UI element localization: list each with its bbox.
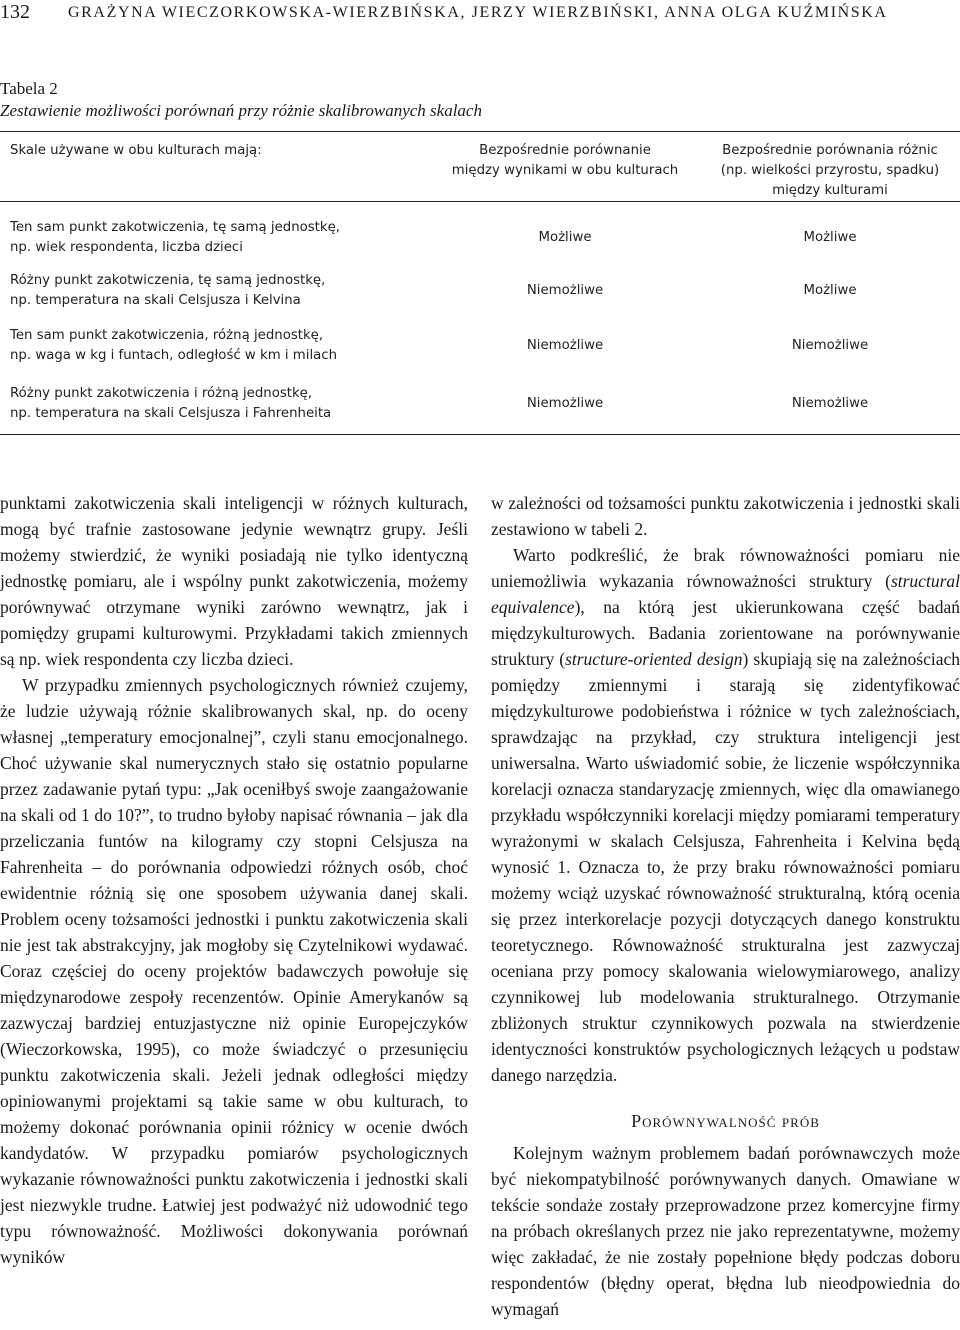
table-row bbox=[0, 202, 960, 264]
table-title: Zestawienie możliwości porównań przy różnie skalibrowanych skalach bbox=[0, 101, 482, 120]
row-diff-value: Możliwe bbox=[803, 229, 857, 245]
paragraph: W przypadku zmiennych psychologicznych również czujemy, że ludzie używają różnie skalibrowanych skal, np. do oceny własnej „temperatury emocjonalnej”, czyli stanu emocjonalnego. Choć używanie skal numerycznych stało się ostatnio popularne przez zadawanie pytań typu: „Jak oceniłbyś swoje zaangażowanie na skali od 1 do 10?”, to trudno byłoby napisać równania – jak dla przeliczania funtów na kilogramy czy stopni Celsjusza na Fahrenheita – do porównania odpowiedzi różnych osób, choć ewidentnie różnią się one sposobem używania danej skali. Problem oceny tożsamości jednostki i punktu zakotwiczenia skali nie jest tak abstrakcyjny, jak mogłoby się Czytelnikowi wydawać. Coraz częściej do oceny projektów badawczych powołuje się międzynarodowe zespoły recenzentów. Opinie Amerykanów są zazwyczaj bardziej entuzjastyczne niż opinie Europejczyków (Wieczorkowska, 1995), co może świadczyć o przesunięciu punktu zakotwiczenia skali. Jeżeli jednak odległości między opiniowanymi projektami są takie same w obu kulturach, to możemy dokonać porównania opinii różnicy w ocenie dwóch kandydatów. W przypadku pomiarów psychologicznych wykazanie równoważności punktu zakotwiczenia i jednostki skali jest niezwykle trudne. Łatwiej jest podważyć niż udowodnić tego typu równoważność. Możliwości dokonywania porównań wyników bbox=[0, 675, 468, 1267]
paragraph: w zależności od tożsamości punktu zakotwiczenia i jednostki skali zestawiono w tabeli 2. bbox=[491, 493, 960, 539]
header-cell-difference: Bezpośrednie porównania różnic (np. wielkości przyrostu, spadku) między kulturami bbox=[720, 143, 940, 198]
row-direct-value: Niemożliwe bbox=[526, 338, 604, 353]
table-caption bbox=[0, 78, 482, 122]
row-description: Ten sam punkt zakotwiczenia, tę samą jednostkę, np. wiek respondenta, liczba dzieci bbox=[10, 219, 341, 255]
running-head-authors: GRAŻYNA WIECZORKOWSKA-WIERZBIŃSKA, JERZY WIERZBIŃSKI, ANNA OLGA KUŹMIŃSKA bbox=[68, 4, 888, 21]
header-cell-direct: Bezpośrednie porównanie między wynikami w obu kulturach bbox=[451, 143, 679, 178]
row-direct-value: Możliwe bbox=[538, 229, 592, 245]
running-header bbox=[0, 0, 960, 28]
left-text-column bbox=[0, 490, 468, 1270]
table-label: Tabela 2 bbox=[0, 79, 58, 98]
row-direct-value: Niemożliwe bbox=[526, 283, 604, 298]
right-text-column bbox=[491, 490, 960, 1322]
section-heading: Porównywalność prób bbox=[631, 1111, 820, 1131]
row-diff-value: Niemożliwe bbox=[791, 338, 869, 353]
term-structure-oriented-design: structure-oriented design bbox=[565, 649, 743, 669]
table-row bbox=[0, 319, 960, 374]
paragraph: Warto podkreślić, że brak równoważności pomiaru nie uniemożliwia wykazania równoważności struktury (structural equivalence), na którą jest ukierunkowana część badań międzykulturowych. Badania zorientowane na porównywanie struktury (structure-oriented design) skupiają się na zależnościach pomiędzy zmiennymi i starają się zidentyfikować międzykulturowe podobieństwa i różnice w tych zależnościach, sprawdzając na przykład, czy struktura inteligencji jest uniwersalna. Warto uświadomić sobie, że liczenie współczynnika korelacji oznacza standaryzację zmiennych, więc dla omawianego przykładu współczynniki korelacji między pomiarami temperatury wyrażonymi w skalach Celsjusza, Fahrenheita i Kelvina będą wynosić 1. Oznacza to, że przy braku równoważności pomiaru możemy wciąż uzyskać równoważność strukturalną, którą ocenia się przez interkorelacje pozycji dotyczących danego konstruktu teoretycznego. Równoważność strukturalna jest zazwyczaj oceniana przy pomocy skalowania wielowymiarowego, analizy czynnikowej lub modelowania strukturalnego. Otrzymanie zbliżonych struktur czynnikowych pozwala na stwierdzenie identyczności konstruktów psychologicznych leżących u podstaw danego narzędzia. bbox=[491, 545, 960, 1085]
paragraph: Kolejnym ważnym problemem badań porównawczych może być niekompatybilność porównywanych danych. Omawiane w tekście sondaże zostały przeprowadzone przez komercyjne firmy na próbach określanych przez nie jako reprezentatywne, możemy więc zakładać, że nie zostały popełnione błędy podczas doboru respondentów (błędny operat, błędna lub nieodpowiednia do wymagań bbox=[491, 1143, 960, 1319]
header-cell-scales: Skale używane w obu kulturach mają: bbox=[10, 143, 262, 158]
row-description: Ten sam punkt zakotwiczenia, różną jednostkę, np. waga w kg i funtach, odległość w km i milach bbox=[10, 328, 338, 363]
table-row bbox=[0, 374, 960, 435]
table-header-row bbox=[0, 132, 960, 202]
comparison-table bbox=[0, 131, 960, 435]
page-number: 132 bbox=[0, 1, 30, 23]
row-diff-value: Możliwe bbox=[803, 283, 857, 298]
table-row bbox=[0, 264, 960, 319]
row-description: Różny punkt zakotwiczenia i różną jednostkę, np. temperatura na skali Celsjusza i Fahrenheita bbox=[10, 385, 332, 421]
paragraph: punktami zakotwiczenia skali inteligencji w różnych kulturach, mogą być trafnie zastosowane jedynie wewnątrz grupy. Jeśli możemy stwierdzić, że wyniki posiadają nie tylko identyczną jednostkę pomiaru, ale i wspólny punkt zakotwiczenia, możemy porównywać otrzymane wyniki zarówno wewnątrz, jak i pomiędzy grupami kulturowymi. Przykładami takich zmiennych są np. wiek respondenta czy liczba dzieci. bbox=[0, 493, 468, 669]
row-description: Różny punkt zakotwiczenia, tę samą jednostkę, np. temperatura na skali Celsjusza i Kelvina bbox=[10, 273, 326, 308]
term-structural-equivalence: structural equivalence bbox=[491, 571, 960, 617]
row-diff-value: Niemożliwe bbox=[791, 395, 869, 411]
row-direct-value: Niemożliwe bbox=[526, 395, 604, 411]
